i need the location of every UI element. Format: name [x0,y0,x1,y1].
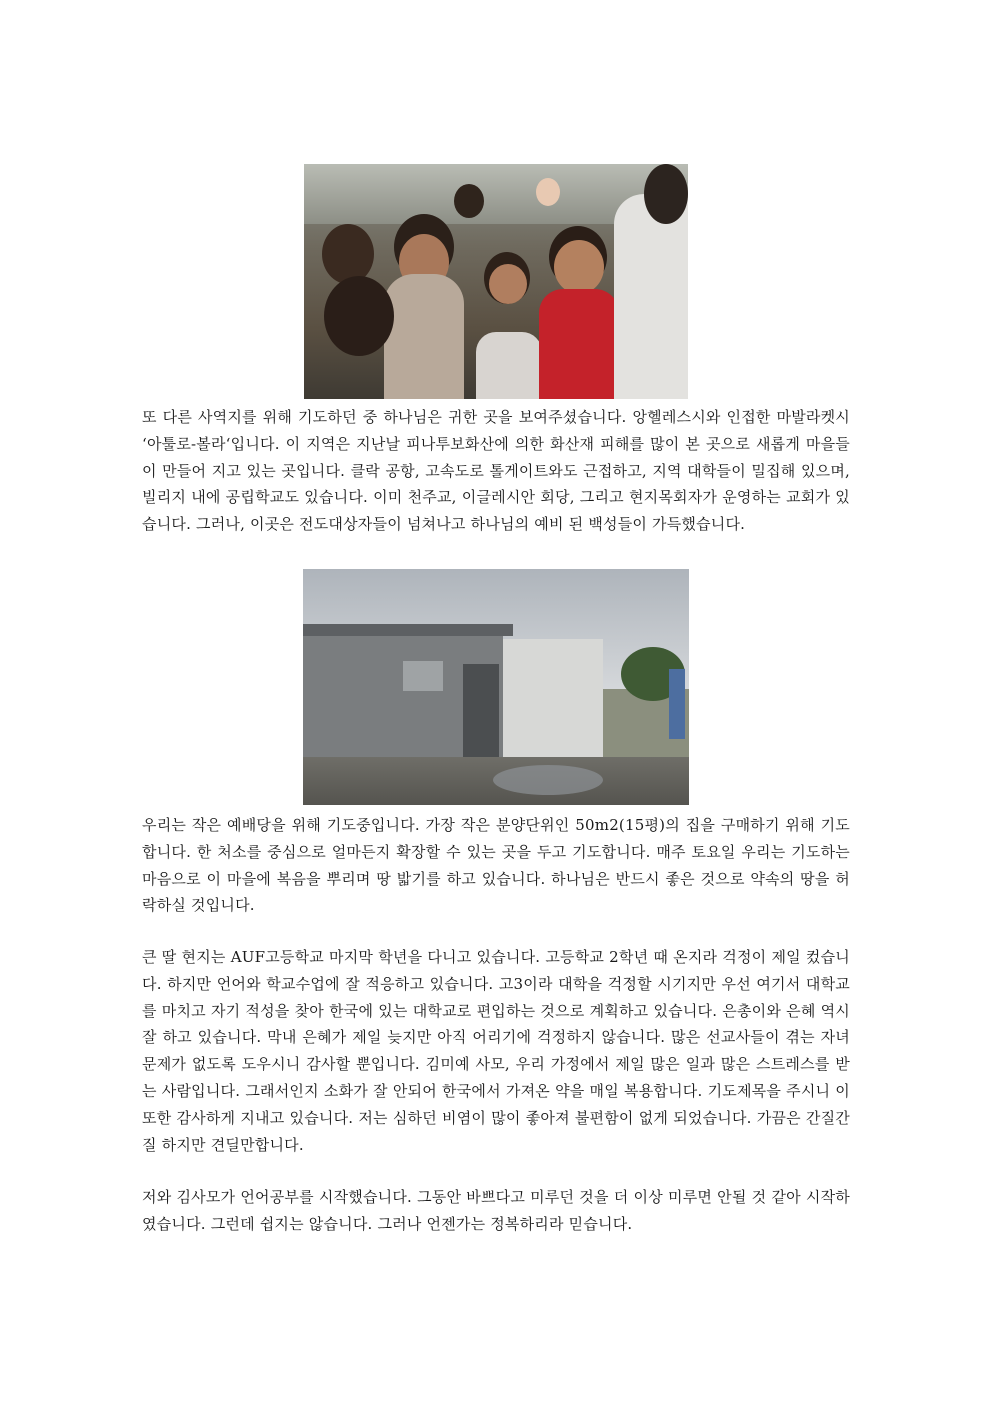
children-photo [304,164,688,399]
paragraph-language-study: 저와 김사모가 언어공부를 시작했습니다. 그동안 바쁘다고 미루던 것을 더 이상 미루면 안될 것 같아 시작하였습니다. 그런데 쉽지는 않습니다. 그러나 언젠가는 정복하리라 믿습니다. [142,1188,850,1233]
paragraph-prayer-chapel: 우리는 작은 예배당을 위해 기도중입니다. 가장 작은 분양단위인 50m2(15평)의 집을 구매하기 위해 기도합니다. 한 처소를 중심으로 얼마든지 확장할 수 있는 곳을 두고 기도합니다. 매주 토요일 우리는 기도하는 마음으로 이 마을에 복음을 뿌리며 땅 밟기를 하고 있습니다. 하나님은 반드시 좋은 것으로 약속의 땅을 허락하실 것입니다. [142,816,850,915]
building-photo [303,569,689,805]
paragraph-family-news: 큰 딸 현지는 AUF고등학교 마지막 학년을 다니고 있습니다. 고등학교 2학년 때 온지라 걱정이 제일 컸습니다. 하지만 언어와 학교수업에 잘 적응하고 있습니다. 고3이라 대학을 걱정할 시기지만 우선 여기서 대학교를 마치고 자기 적성을 찾아 한국에 있는 대학교로 편입하는 것으로 계획하고 있습니다. 은총이와 은혜 역시 잘 하고 있습니다. 막내 은혜가 제일 늦지만 아직 어리기에 걱정하지 않습니다. 많은 선교사들이 겪는 자녀문제가 없도록 도우시니 감사할 뿐입니다. 김미예 사모, 우리 가정에서 제일 많은 일과 많은 스트레스를 받는 사람입니다. 그래서인지 소화가 잘 안되어 한국에서 가져온 약을 매일 복용합니다. 기도제목을 주시니 이 또한 감사하게 지내고 있습니다. 저는 심하던 비염이 많이 좋아져 불편함이 없게 되었습니다. 가끔은 간질간질 하지만 견딜만합니다. [142,948,850,1154]
paragraph-new-mission-site: 또 다른 사역지를 위해 기도하던 중 하나님은 귀한 곳을 보여주셨습니다. 앙헬레스시와 인접한 마발라켓시 ‘아툴로-볼라‘입니다. 이 지역은 지난날 피나투보화산에 의한 화산재 피해를 많이 본 곳으로 새롭게 마을들이 만들어 지고 있는 곳입니다. 클락 공항, 고속도로 톨게이트와도 근접하고, 지역 대학들이 밀집해 있으며, 빌리지 내에 공립학교도 있습니다. 이미 천주교, 이글레시안 회당, 그리고 현지목회자가 운영하는 교회가 있습니다. 그러나, 이곳은 전도대상자들이 넘쳐나고 하나님의 예비 된 백성들이 가득했습니다. [142,408,850,534]
